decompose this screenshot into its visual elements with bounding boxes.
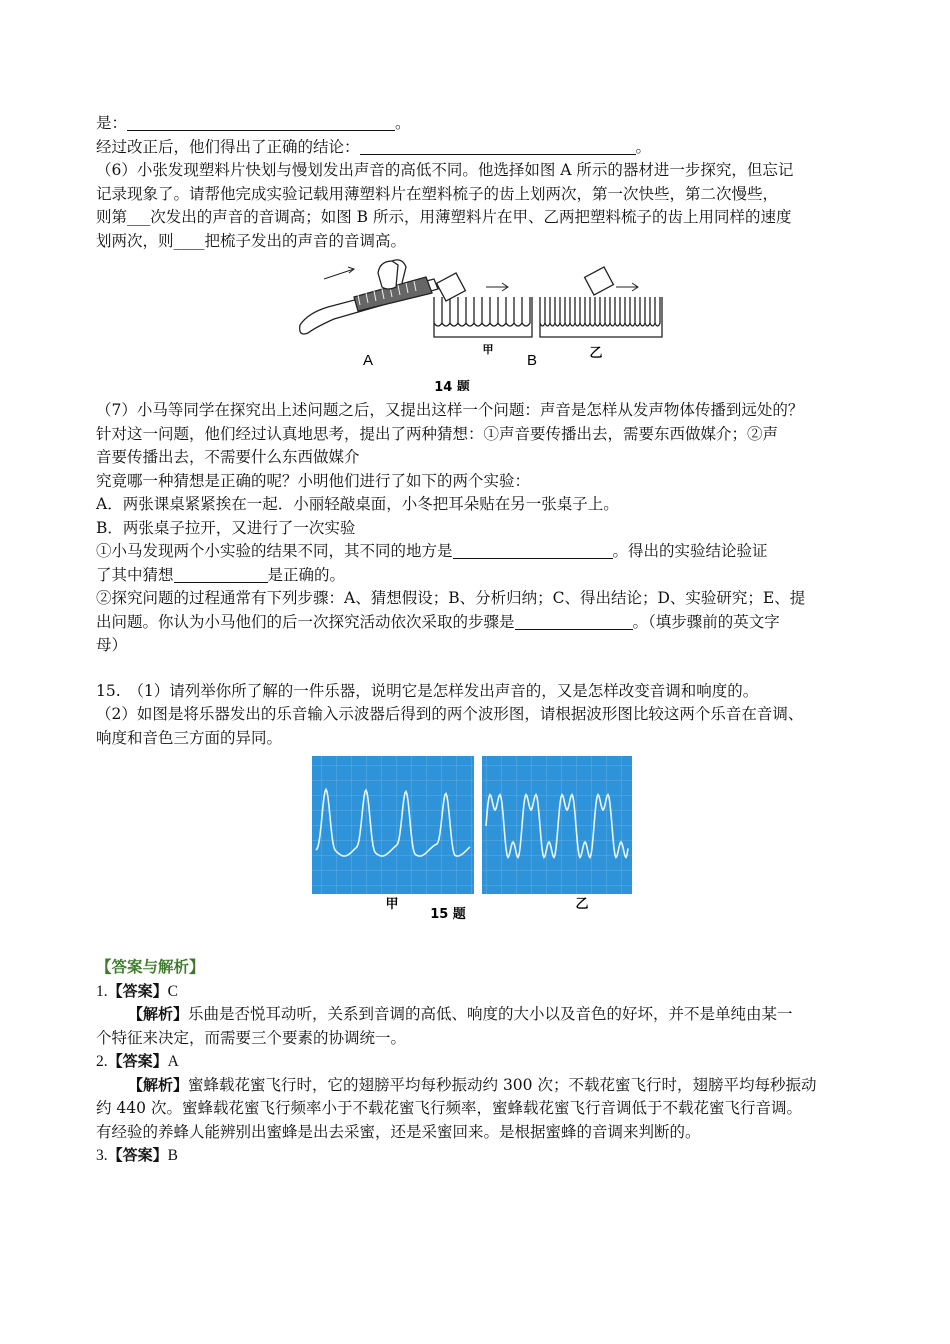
- comb-experiment-illustration: [96, 253, 866, 391]
- q14-part6-line: 则第___次发出的声音的音调高；如图 B 所示，用薄塑料片在甲、乙两把塑料梳子的齿上用同样的速度: [96, 208, 792, 226]
- q15-line: 响度和音色三方面的异同。: [96, 728, 283, 747]
- answer-blank: [174, 566, 268, 583]
- figure-label-jia: 甲: [482, 343, 494, 356]
- answer-blank: [127, 114, 395, 131]
- explanation-2: 【解析】蜜蜂载花蜜飞行时，它的翅膀平均每秒振动约 300 次；不载花蜜飞行时，翅膀平均每秒振动: [128, 1075, 817, 1094]
- answer-blank: [453, 542, 613, 559]
- q14-part7-line: 音要传播出去，不需要什么东西做媒介: [96, 448, 360, 466]
- q14-part6-line: 记录现象了。请帮他完成实验记载用薄塑料片在塑料梳子的齿上划两次，第一次快些，第二次慢些，: [96, 184, 779, 203]
- comb-jia-drawing: [434, 273, 532, 337]
- scrape-arrows: [486, 283, 638, 291]
- figure-caption: 15 题: [430, 907, 466, 920]
- comb-with-hand-drawing: [300, 260, 438, 334]
- explanation-1: 【解析】乐曲是否悦耳动听，关系到音调的高低、响度的大小以及音色的好坏，并不是单纯由某一: [128, 1005, 793, 1023]
- q14-part7-line: （7）小马等同学在探究出上述问题之后，又提出这样一个问题：声音是怎样从发声物体传播到远处的？: [96, 401, 804, 419]
- q14-7-2-line: 出问题。你认为小马他们的后一次探究活动依次采取的步骤是 。（填步骤前的英文字: [96, 612, 780, 631]
- waveform-jia-screen: [312, 756, 474, 894]
- figure-label-yi: 乙: [589, 346, 603, 361]
- q14-7-1-line: 了其中猜想 是正确的。: [96, 565, 346, 584]
- answer-1: 1.【答案】C: [96, 981, 178, 1000]
- q14-7-1-line: ①小马发现两个小实验的结果不同，其不同的地方是 。得出的实验结论验证: [96, 542, 768, 560]
- waveform-yi-screen: [482, 756, 632, 894]
- answer-3: 3.【答案】B: [96, 1146, 178, 1164]
- comb-yi-drawing: [540, 267, 662, 337]
- explanation-2-cont: 有经验的养蜂人能辨别出蜜蜂是出去采蜜，还是采蜜回来。是根据蜜蜂的音调来判断的。: [96, 1122, 701, 1141]
- answer-blank: [360, 138, 636, 155]
- q15-line: （2）如图是将乐器发出的乐音输入示波器后得到的两个波形图，请根据波形图比较这两个乐音在音调、: [96, 705, 804, 723]
- figure-label-b: B: [526, 352, 538, 369]
- q14-7-2-line: 母）: [96, 636, 128, 654]
- q14-part7-line: A．两张课桌紧紧挨在一起．小丽轻敲桌面，小冬把耳朵贴在另一张桌子上。: [96, 495, 619, 513]
- document-page: [96, 112, 866, 1168]
- q14-part6-line: （6）小张发现塑料片快划与慢划发出声音的高低不同。他选择如图 A 所示的器材进一步探究，但忘记: [96, 161, 794, 179]
- waveform-label-jia: 甲: [385, 897, 399, 912]
- q15-line: 15. （1）请列举你所了解的一件乐器，说明它是怎样发出声音的，又是怎样改变音调和响度的。: [96, 681, 759, 700]
- q14-figure: [96, 253, 866, 391]
- answer-2: 2.【答案】A: [96, 1052, 179, 1070]
- q15-figure: [96, 750, 866, 920]
- q14-line-conclusion-error: 是： 。: [96, 114, 411, 132]
- answers-heading: 【答案与解析】: [96, 958, 205, 976]
- q14-part7-line: 究竟哪一种猜想是正确的呢？小明他们进行了如下的两个实验：: [96, 471, 531, 490]
- q14-7-2-line: ②探究问题的过程通常有下列步骤：A、猜想假设；B、分析归纳；C、得出结论；D、实验研究；E、提: [96, 589, 806, 607]
- figure-caption: 14 题: [434, 380, 470, 391]
- q14-part6-line: 划两次，则____把梳子发出的声音的音调高。: [96, 231, 407, 250]
- waveform-label-yi: 乙: [575, 897, 589, 912]
- answer-blank: [515, 613, 633, 630]
- q14-part7-line: B．两张桌子拉开，又进行了一次实验: [96, 518, 356, 537]
- explanation-1-cont: 个特征来决定，而需要三个要素的协调统一。: [96, 1028, 407, 1047]
- q14-line-correct-conclusion: 经过改正后，他们得出了正确的结论： 。: [96, 137, 652, 156]
- explanation-2-cont: 约 440 次。蜜蜂载花蜜飞行频率小于不载花蜜飞行频率，蜜蜂载花蜜飞行音调低于不载花蜜飞行音调。: [96, 1099, 802, 1117]
- q14-part7-line: 针对这一问题，他们经过认真地思考，提出了两种猜想：①声音要传播出去，需要东西做媒介；②声: [96, 424, 779, 443]
- oscilloscope-waveforms: [96, 750, 866, 920]
- figure-label-a: A: [362, 352, 374, 369]
